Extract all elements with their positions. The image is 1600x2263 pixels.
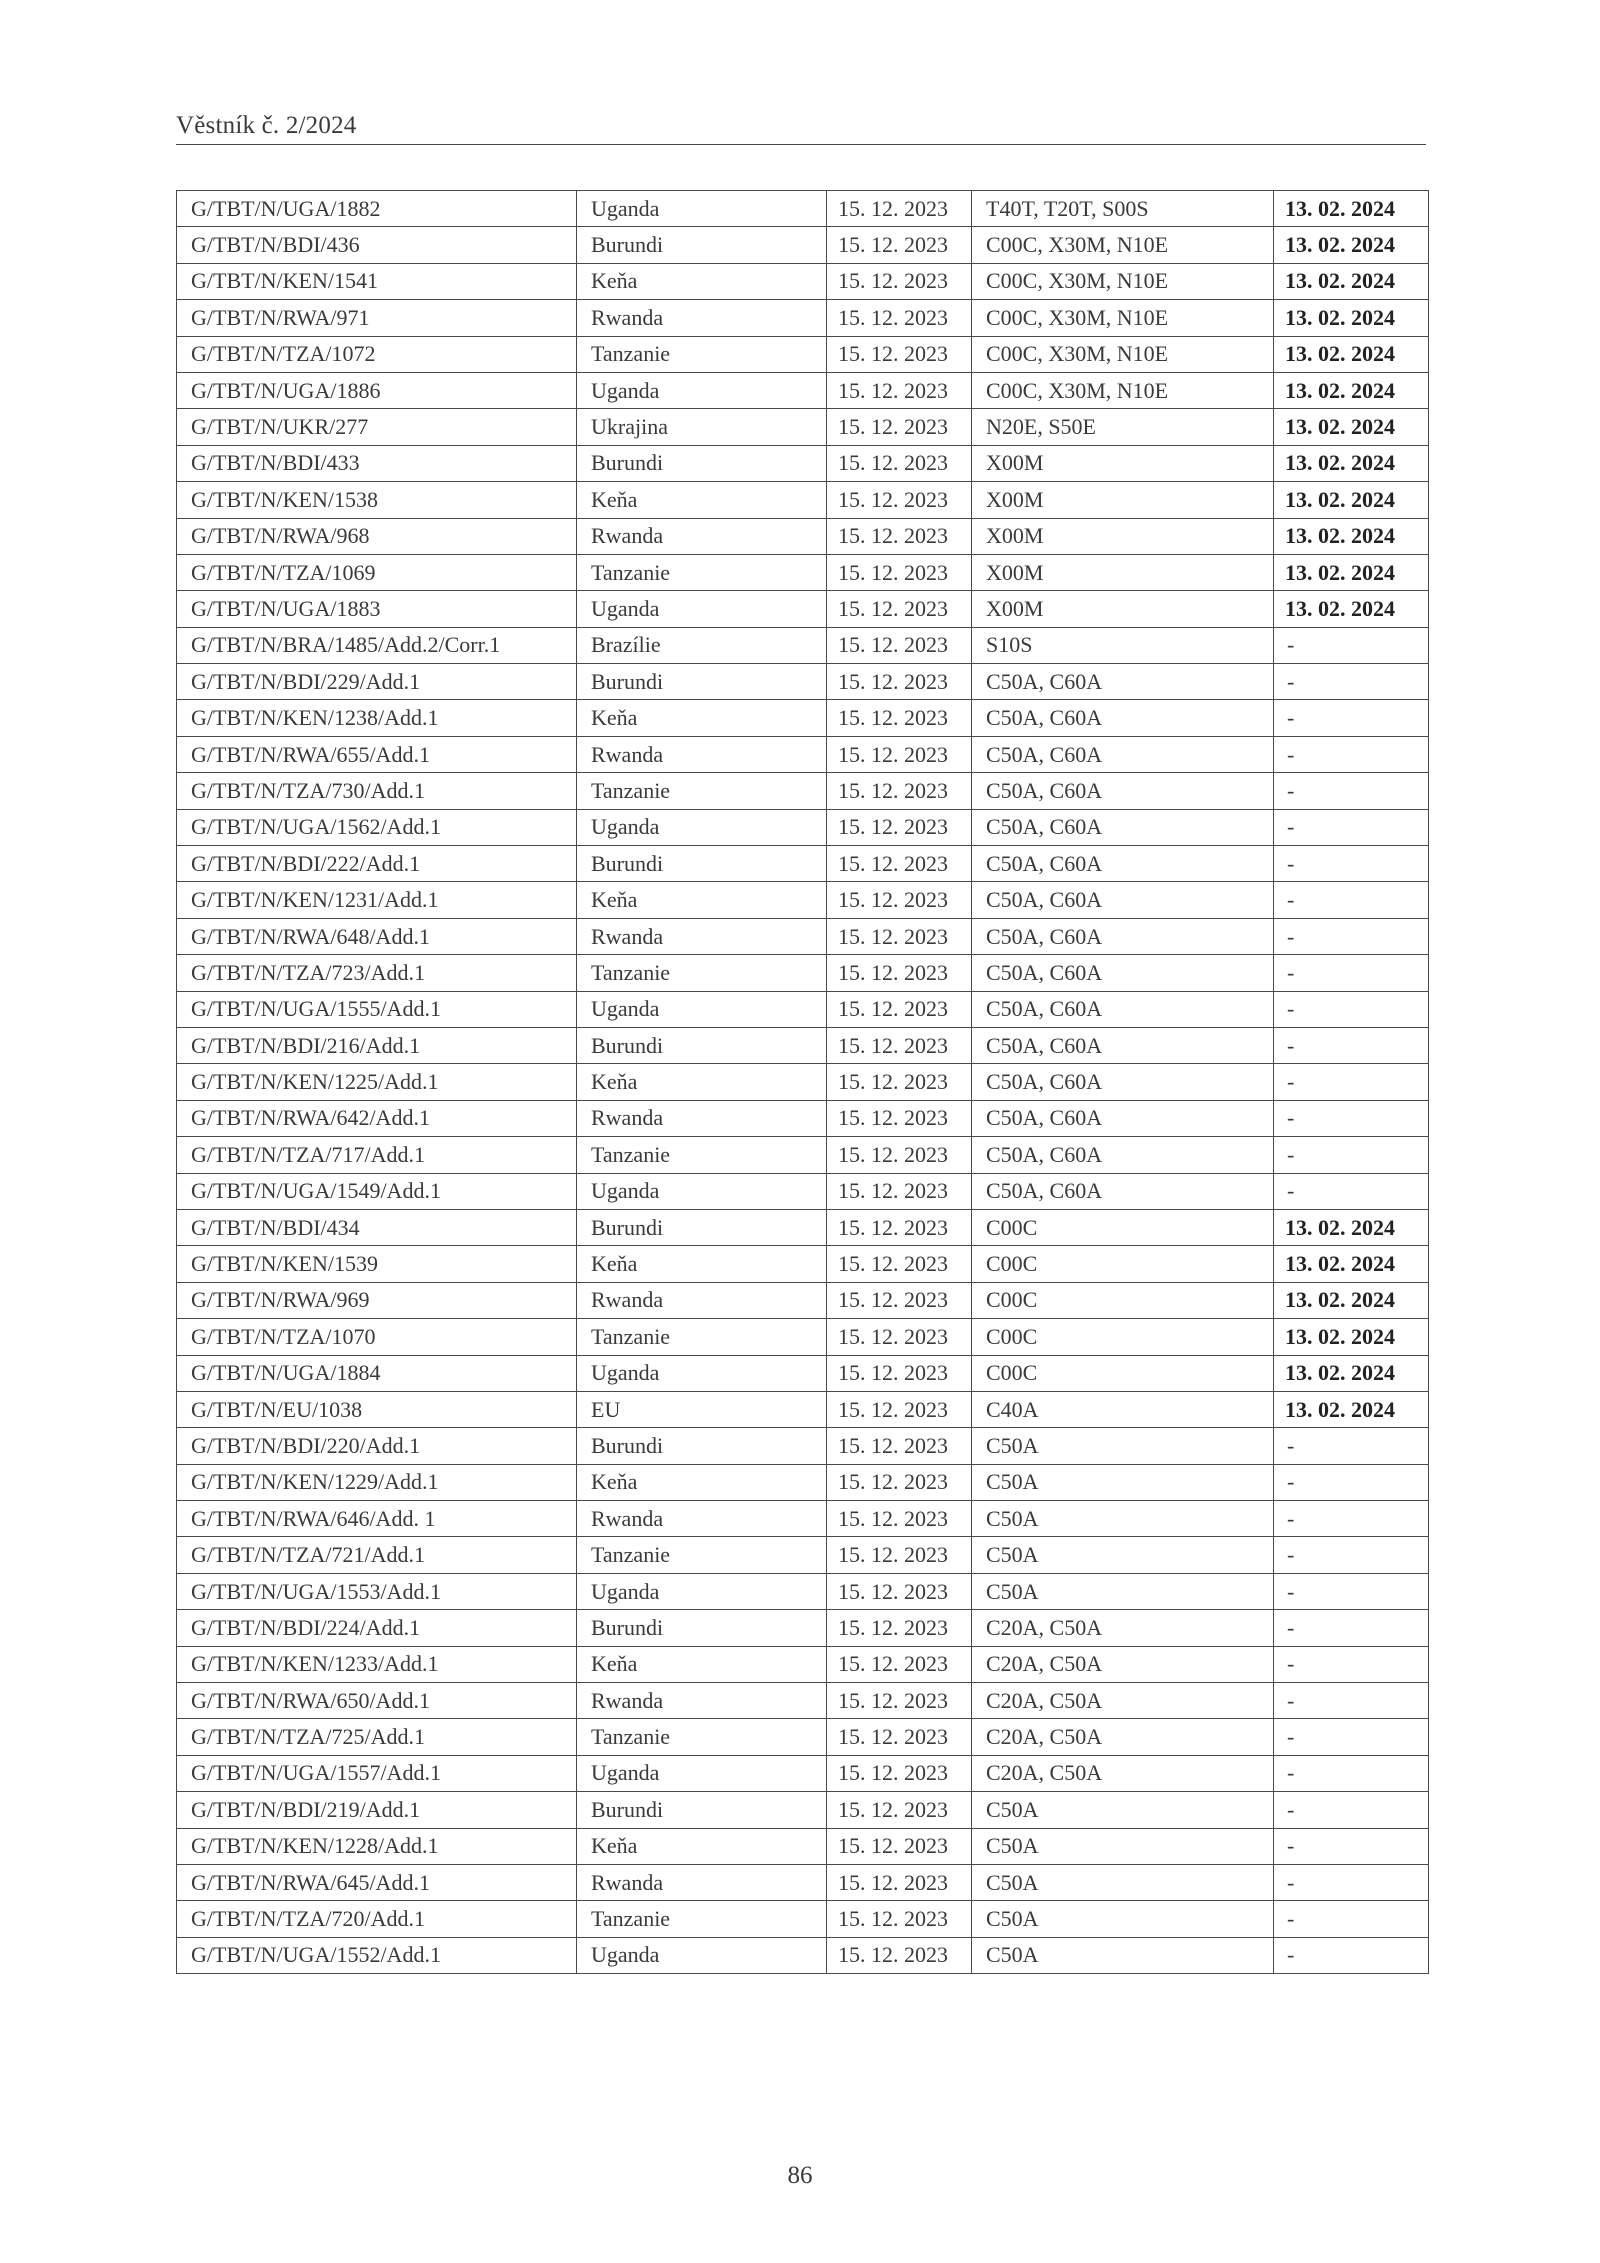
notification-id-cell: G/TBT/N/UKR/277 xyxy=(177,409,577,445)
member-cell: Uganda xyxy=(577,1937,827,1973)
deadline-cell: - xyxy=(1274,1646,1429,1682)
member-cell: Rwanda xyxy=(577,1864,827,1900)
ics-code-cell: C50A xyxy=(972,1573,1274,1609)
date-cell: 15. 12. 2023 xyxy=(827,809,972,845)
date-cell: 15. 12. 2023 xyxy=(827,1391,972,1427)
deadline-cell: 13. 02. 2024 xyxy=(1274,1355,1429,1391)
deadline-cell: 13. 02. 2024 xyxy=(1274,518,1429,554)
notification-id-cell: G/TBT/N/UGA/1557/Add.1 xyxy=(177,1755,577,1791)
date-cell: 15. 12. 2023 xyxy=(827,445,972,481)
table-row xyxy=(177,991,1429,1027)
table-row xyxy=(177,773,1429,809)
date-cell: 15. 12. 2023 xyxy=(827,1864,972,1900)
ics-code-cell: C50A, C60A xyxy=(972,1137,1274,1173)
date-cell: 15. 12. 2023 xyxy=(827,1464,972,1500)
notifications-table-body xyxy=(177,191,1429,1974)
ics-code-cell: S10S xyxy=(972,627,1274,663)
date-cell: 15. 12. 2023 xyxy=(827,227,972,263)
date-cell: 15. 12. 2023 xyxy=(827,627,972,663)
deadline-cell: - xyxy=(1274,1027,1429,1063)
table-row xyxy=(177,918,1429,954)
table-row xyxy=(177,336,1429,372)
table-row xyxy=(177,1209,1429,1245)
ics-code-cell: C00C, X30M, N10E xyxy=(972,336,1274,372)
member-cell: EU xyxy=(577,1391,827,1427)
date-cell: 15. 12. 2023 xyxy=(827,1319,972,1355)
table-row xyxy=(177,1319,1429,1355)
ics-code-cell: C50A, C60A xyxy=(972,1064,1274,1100)
notification-id-cell: G/TBT/N/BRA/1485/Add.2/Corr.1 xyxy=(177,627,577,663)
deadline-cell: - xyxy=(1274,773,1429,809)
member-cell: Burundi xyxy=(577,1610,827,1646)
ics-code-cell: C00C, X30M, N10E xyxy=(972,372,1274,408)
ics-code-cell: C50A xyxy=(972,1901,1274,1937)
table-row xyxy=(177,809,1429,845)
table-row xyxy=(177,1719,1429,1755)
notification-id-cell: G/TBT/N/BDI/220/Add.1 xyxy=(177,1428,577,1464)
table-row xyxy=(177,191,1429,227)
table-row xyxy=(177,1683,1429,1719)
deadline-cell: - xyxy=(1274,882,1429,918)
deadline-cell: - xyxy=(1274,1610,1429,1646)
notification-id-cell: G/TBT/N/BDI/229/Add.1 xyxy=(177,664,577,700)
table-row xyxy=(177,591,1429,627)
member-cell: Keňa xyxy=(577,882,827,918)
date-cell: 15. 12. 2023 xyxy=(827,1755,972,1791)
notification-id-cell: G/TBT/N/KEN/1539 xyxy=(177,1246,577,1282)
ics-code-cell: C50A, C60A xyxy=(972,1100,1274,1136)
date-cell: 15. 12. 2023 xyxy=(827,1137,972,1173)
deadline-cell: - xyxy=(1274,1792,1429,1828)
notification-id-cell: G/TBT/N/RWA/648/Add.1 xyxy=(177,918,577,954)
notification-id-cell: G/TBT/N/TZA/721/Add.1 xyxy=(177,1537,577,1573)
member-cell: Tanzanie xyxy=(577,773,827,809)
deadline-cell: - xyxy=(1274,664,1429,700)
member-cell: Uganda xyxy=(577,991,827,1027)
deadline-cell: - xyxy=(1274,846,1429,882)
notification-id-cell: G/TBT/N/RWA/971 xyxy=(177,300,577,336)
table-row xyxy=(177,554,1429,590)
deadline-cell: - xyxy=(1274,1464,1429,1500)
date-cell: 15. 12. 2023 xyxy=(827,918,972,954)
member-cell: Brazílie xyxy=(577,627,827,663)
deadline-cell: - xyxy=(1274,1864,1429,1900)
table-row xyxy=(177,1501,1429,1537)
ics-code-cell: X00M xyxy=(972,445,1274,481)
notification-id-cell: G/TBT/N/UGA/1882 xyxy=(177,191,577,227)
deadline-cell: 13. 02. 2024 xyxy=(1274,554,1429,590)
date-cell: 15. 12. 2023 xyxy=(827,846,972,882)
date-cell: 15. 12. 2023 xyxy=(827,1573,972,1609)
deadline-cell: 13. 02. 2024 xyxy=(1274,336,1429,372)
ics-code-cell: C50A, C60A xyxy=(972,955,1274,991)
notification-id-cell: G/TBT/N/UGA/1553/Add.1 xyxy=(177,1573,577,1609)
date-cell: 15. 12. 2023 xyxy=(827,263,972,299)
table-row xyxy=(177,518,1429,554)
deadline-cell: - xyxy=(1274,1064,1429,1100)
deadline-cell: 13. 02. 2024 xyxy=(1274,482,1429,518)
table-row xyxy=(177,1246,1429,1282)
deadline-cell: - xyxy=(1274,1755,1429,1791)
table-row xyxy=(177,1027,1429,1063)
date-cell: 15. 12. 2023 xyxy=(827,1537,972,1573)
ics-code-cell: C50A, C60A xyxy=(972,918,1274,954)
notification-id-cell: G/TBT/N/KEN/1541 xyxy=(177,263,577,299)
deadline-cell: - xyxy=(1274,1137,1429,1173)
date-cell: 15. 12. 2023 xyxy=(827,1209,972,1245)
date-cell: 15. 12. 2023 xyxy=(827,1719,972,1755)
table-row xyxy=(177,227,1429,263)
notification-id-cell: G/TBT/N/UGA/1883 xyxy=(177,591,577,627)
table-row xyxy=(177,409,1429,445)
deadline-cell: - xyxy=(1274,736,1429,772)
ics-code-cell: C50A xyxy=(972,1464,1274,1500)
deadline-cell: - xyxy=(1274,809,1429,845)
date-cell: 15. 12. 2023 xyxy=(827,1646,972,1682)
table-row xyxy=(177,1355,1429,1391)
member-cell: Uganda xyxy=(577,591,827,627)
date-cell: 15. 12. 2023 xyxy=(827,991,972,1027)
date-cell: 15. 12. 2023 xyxy=(827,1355,972,1391)
notification-id-cell: G/TBT/N/UGA/1549/Add.1 xyxy=(177,1173,577,1209)
ics-code-cell: C00C xyxy=(972,1246,1274,1282)
notification-id-cell: G/TBT/N/UGA/1884 xyxy=(177,1355,577,1391)
table-row xyxy=(177,1173,1429,1209)
notification-id-cell: G/TBT/N/BDI/434 xyxy=(177,1209,577,1245)
ics-code-cell: X00M xyxy=(972,482,1274,518)
table-row xyxy=(177,1428,1429,1464)
ics-code-cell: C50A, C60A xyxy=(972,736,1274,772)
notification-id-cell: G/TBT/N/KEN/1238/Add.1 xyxy=(177,700,577,736)
table-row xyxy=(177,955,1429,991)
member-cell: Keňa xyxy=(577,1464,827,1500)
member-cell: Tanzanie xyxy=(577,1137,827,1173)
date-cell: 15. 12. 2023 xyxy=(827,736,972,772)
notification-id-cell: G/TBT/N/UGA/1555/Add.1 xyxy=(177,991,577,1027)
ics-code-cell: C20A, C50A xyxy=(972,1683,1274,1719)
member-cell: Rwanda xyxy=(577,518,827,554)
ics-code-cell: C00C, X30M, N10E xyxy=(972,227,1274,263)
date-cell: 15. 12. 2023 xyxy=(827,1792,972,1828)
ics-code-cell: C50A, C60A xyxy=(972,1173,1274,1209)
member-cell: Rwanda xyxy=(577,1501,827,1537)
deadline-cell: 13. 02. 2024 xyxy=(1274,263,1429,299)
date-cell: 15. 12. 2023 xyxy=(827,773,972,809)
table-row xyxy=(177,1573,1429,1609)
notification-id-cell: G/TBT/N/UGA/1886 xyxy=(177,372,577,408)
table-row xyxy=(177,1755,1429,1791)
notification-id-cell: G/TBT/N/TZA/720/Add.1 xyxy=(177,1901,577,1937)
deadline-cell: - xyxy=(1274,1719,1429,1755)
table-row xyxy=(177,736,1429,772)
deadline-cell: 13. 02. 2024 xyxy=(1274,191,1429,227)
notification-id-cell: G/TBT/N/KEN/1225/Add.1 xyxy=(177,1064,577,1100)
date-cell: 15. 12. 2023 xyxy=(827,336,972,372)
member-cell: Uganda xyxy=(577,1573,827,1609)
deadline-cell: 13. 02. 2024 xyxy=(1274,1209,1429,1245)
member-cell: Rwanda xyxy=(577,300,827,336)
deadline-cell: 13. 02. 2024 xyxy=(1274,1391,1429,1427)
date-cell: 15. 12. 2023 xyxy=(827,1828,972,1864)
notification-id-cell: G/TBT/N/BDI/216/Add.1 xyxy=(177,1027,577,1063)
ics-code-cell: C50A xyxy=(972,1501,1274,1537)
deadline-cell: - xyxy=(1274,700,1429,736)
notifications-table xyxy=(176,190,1429,1974)
notification-id-cell: G/TBT/N/BDI/222/Add.1 xyxy=(177,846,577,882)
date-cell: 15. 12. 2023 xyxy=(827,300,972,336)
date-cell: 15. 12. 2023 xyxy=(827,1937,972,1973)
deadline-cell: - xyxy=(1274,1501,1429,1537)
ics-code-cell: C50A, C60A xyxy=(972,773,1274,809)
ics-code-cell: C00C xyxy=(972,1355,1274,1391)
date-cell: 15. 12. 2023 xyxy=(827,482,972,518)
notification-id-cell: G/TBT/N/RWA/645/Add.1 xyxy=(177,1864,577,1900)
member-cell: Keňa xyxy=(577,1246,827,1282)
date-cell: 15. 12. 2023 xyxy=(827,1610,972,1646)
member-cell: Tanzanie xyxy=(577,1901,827,1937)
ics-code-cell: X00M xyxy=(972,518,1274,554)
table-row xyxy=(177,1610,1429,1646)
notification-id-cell: G/TBT/N/RWA/642/Add.1 xyxy=(177,1100,577,1136)
table-row xyxy=(177,1864,1429,1900)
table-row xyxy=(177,1100,1429,1136)
ics-code-cell: C00C, X30M, N10E xyxy=(972,263,1274,299)
deadline-cell: 13. 02. 2024 xyxy=(1274,1246,1429,1282)
deadline-cell: - xyxy=(1274,1173,1429,1209)
deadline-cell: 13. 02. 2024 xyxy=(1274,591,1429,627)
table-row xyxy=(177,1064,1429,1100)
table-row xyxy=(177,1828,1429,1864)
deadline-cell: 13. 02. 2024 xyxy=(1274,445,1429,481)
notification-id-cell: G/TBT/N/RWA/969 xyxy=(177,1282,577,1318)
ics-code-cell: C40A xyxy=(972,1391,1274,1427)
ics-code-cell: C50A, C60A xyxy=(972,664,1274,700)
deadline-cell: - xyxy=(1274,1573,1429,1609)
member-cell: Rwanda xyxy=(577,918,827,954)
notification-id-cell: G/TBT/N/TZA/723/Add.1 xyxy=(177,955,577,991)
deadline-cell: 13. 02. 2024 xyxy=(1274,409,1429,445)
ics-code-cell: C00C xyxy=(972,1319,1274,1355)
deadline-cell: - xyxy=(1274,1683,1429,1719)
ics-code-cell: C20A, C50A xyxy=(972,1610,1274,1646)
notification-id-cell: G/TBT/N/BDI/436 xyxy=(177,227,577,263)
deadline-cell: 13. 02. 2024 xyxy=(1274,372,1429,408)
notification-id-cell: G/TBT/N/TZA/1070 xyxy=(177,1319,577,1355)
date-cell: 15. 12. 2023 xyxy=(827,1246,972,1282)
deadline-cell: - xyxy=(1274,1937,1429,1973)
member-cell: Tanzanie xyxy=(577,336,827,372)
deadline-cell: - xyxy=(1274,1901,1429,1937)
table-row xyxy=(177,1137,1429,1173)
page-number: 86 xyxy=(787,2162,813,2189)
notification-id-cell: G/TBT/N/KEN/1538 xyxy=(177,482,577,518)
ics-code-cell: C00C xyxy=(972,1282,1274,1318)
member-cell: Rwanda xyxy=(577,1683,827,1719)
member-cell: Rwanda xyxy=(577,736,827,772)
date-cell: 15. 12. 2023 xyxy=(827,1027,972,1063)
notification-id-cell: G/TBT/N/BDI/433 xyxy=(177,445,577,481)
member-cell: Rwanda xyxy=(577,1100,827,1136)
table-row xyxy=(177,372,1429,408)
member-cell: Burundi xyxy=(577,445,827,481)
member-cell: Burundi xyxy=(577,1209,827,1245)
notification-id-cell: G/TBT/N/KEN/1228/Add.1 xyxy=(177,1828,577,1864)
table-row xyxy=(177,1464,1429,1500)
notification-id-cell: G/TBT/N/RWA/646/Add. 1 xyxy=(177,1501,577,1537)
member-cell: Keňa xyxy=(577,1828,827,1864)
ics-code-cell: C50A xyxy=(972,1937,1274,1973)
member-cell: Burundi xyxy=(577,664,827,700)
member-cell: Keňa xyxy=(577,700,827,736)
ics-code-cell: N20E, S50E xyxy=(972,409,1274,445)
deadline-cell: - xyxy=(1274,918,1429,954)
notification-id-cell: G/TBT/N/TZA/717/Add.1 xyxy=(177,1137,577,1173)
notification-id-cell: G/TBT/N/TZA/730/Add.1 xyxy=(177,773,577,809)
deadline-cell: 13. 02. 2024 xyxy=(1274,300,1429,336)
ics-code-cell: C50A, C60A xyxy=(972,700,1274,736)
date-cell: 15. 12. 2023 xyxy=(827,554,972,590)
date-cell: 15. 12. 2023 xyxy=(827,372,972,408)
date-cell: 15. 12. 2023 xyxy=(827,664,972,700)
deadline-cell: 13. 02. 2024 xyxy=(1274,227,1429,263)
member-cell: Burundi xyxy=(577,1792,827,1828)
table-row xyxy=(177,882,1429,918)
member-cell: Tanzanie xyxy=(577,554,827,590)
ics-code-cell: C50A xyxy=(972,1828,1274,1864)
deadline-cell: 13. 02. 2024 xyxy=(1274,1319,1429,1355)
member-cell: Rwanda xyxy=(577,1282,827,1318)
date-cell: 15. 12. 2023 xyxy=(827,518,972,554)
ics-code-cell: T40T, T20T, S00S xyxy=(972,191,1274,227)
date-cell: 15. 12. 2023 xyxy=(827,191,972,227)
notification-id-cell: G/TBT/N/RWA/655/Add.1 xyxy=(177,736,577,772)
ics-code-cell: C50A, C60A xyxy=(972,809,1274,845)
page-header-title: Věstník č. 2/2024 xyxy=(176,112,357,139)
ics-code-cell: C20A, C50A xyxy=(972,1646,1274,1682)
table-row xyxy=(177,1646,1429,1682)
ics-code-cell: C00C, X30M, N10E xyxy=(972,300,1274,336)
member-cell: Keňa xyxy=(577,1646,827,1682)
ics-code-cell: C00C xyxy=(972,1209,1274,1245)
table-row xyxy=(177,1537,1429,1573)
ics-code-cell: X00M xyxy=(972,591,1274,627)
notification-id-cell: G/TBT/N/BDI/219/Add.1 xyxy=(177,1792,577,1828)
ics-code-cell: C20A, C50A xyxy=(972,1755,1274,1791)
date-cell: 15. 12. 2023 xyxy=(827,409,972,445)
deadline-cell: - xyxy=(1274,1428,1429,1464)
notification-id-cell: G/TBT/N/TZA/725/Add.1 xyxy=(177,1719,577,1755)
member-cell: Keňa xyxy=(577,482,827,518)
notification-id-cell: G/TBT/N/EU/1038 xyxy=(177,1391,577,1427)
table-row xyxy=(177,1901,1429,1937)
ics-code-cell: C50A xyxy=(972,1792,1274,1828)
notification-id-cell: G/TBT/N/TZA/1072 xyxy=(177,336,577,372)
ics-code-cell: C50A, C60A xyxy=(972,882,1274,918)
ics-code-cell: C50A, C60A xyxy=(972,1027,1274,1063)
member-cell: Burundi xyxy=(577,1428,827,1464)
member-cell: Tanzanie xyxy=(577,955,827,991)
member-cell: Tanzanie xyxy=(577,1537,827,1573)
ics-code-cell: C50A, C60A xyxy=(972,846,1274,882)
date-cell: 15. 12. 2023 xyxy=(827,1428,972,1464)
notification-id-cell: G/TBT/N/RWA/968 xyxy=(177,518,577,554)
member-cell: Uganda xyxy=(577,191,827,227)
date-cell: 15. 12. 2023 xyxy=(827,1100,972,1136)
table-row xyxy=(177,263,1429,299)
member-cell: Ukrajina xyxy=(577,409,827,445)
table-row xyxy=(177,445,1429,481)
member-cell: Uganda xyxy=(577,809,827,845)
date-cell: 15. 12. 2023 xyxy=(827,1901,972,1937)
notification-id-cell: G/TBT/N/UGA/1552/Add.1 xyxy=(177,1937,577,1973)
deadline-cell: 13. 02. 2024 xyxy=(1274,1282,1429,1318)
table-row xyxy=(177,627,1429,663)
table-row xyxy=(177,300,1429,336)
member-cell: Keňa xyxy=(577,1064,827,1100)
header-rule xyxy=(176,144,1426,145)
table-row xyxy=(177,664,1429,700)
deadline-cell: - xyxy=(1274,955,1429,991)
deadline-cell: - xyxy=(1274,991,1429,1027)
member-cell: Burundi xyxy=(577,1027,827,1063)
member-cell: Uganda xyxy=(577,1173,827,1209)
member-cell: Uganda xyxy=(577,1755,827,1791)
notification-id-cell: G/TBT/N/UGA/1562/Add.1 xyxy=(177,809,577,845)
date-cell: 15. 12. 2023 xyxy=(827,1173,972,1209)
ics-code-cell: C50A xyxy=(972,1537,1274,1573)
table-row xyxy=(177,1282,1429,1318)
member-cell: Burundi xyxy=(577,227,827,263)
notification-id-cell: G/TBT/N/KEN/1231/Add.1 xyxy=(177,882,577,918)
ics-code-cell: C20A, C50A xyxy=(972,1719,1274,1755)
notification-id-cell: G/TBT/N/BDI/224/Add.1 xyxy=(177,1610,577,1646)
table-row xyxy=(177,1937,1429,1973)
date-cell: 15. 12. 2023 xyxy=(827,955,972,991)
member-cell: Tanzanie xyxy=(577,1319,827,1355)
notification-id-cell: G/TBT/N/RWA/650/Add.1 xyxy=(177,1683,577,1719)
date-cell: 15. 12. 2023 xyxy=(827,882,972,918)
date-cell: 15. 12. 2023 xyxy=(827,1501,972,1537)
member-cell: Keňa xyxy=(577,263,827,299)
date-cell: 15. 12. 2023 xyxy=(827,1683,972,1719)
deadline-cell: - xyxy=(1274,1537,1429,1573)
ics-code-cell: C50A xyxy=(972,1864,1274,1900)
table-row xyxy=(177,1792,1429,1828)
date-cell: 15. 12. 2023 xyxy=(827,1282,972,1318)
date-cell: 15. 12. 2023 xyxy=(827,1064,972,1100)
table-row xyxy=(177,482,1429,518)
deadline-cell: - xyxy=(1274,1100,1429,1136)
member-cell: Burundi xyxy=(577,846,827,882)
deadline-cell: - xyxy=(1274,627,1429,663)
ics-code-cell: C50A, C60A xyxy=(972,991,1274,1027)
table-row xyxy=(177,700,1429,736)
ics-code-cell: X00M xyxy=(972,554,1274,590)
date-cell: 15. 12. 2023 xyxy=(827,591,972,627)
member-cell: Uganda xyxy=(577,1355,827,1391)
date-cell: 15. 12. 2023 xyxy=(827,700,972,736)
table-row xyxy=(177,1391,1429,1427)
member-cell: Uganda xyxy=(577,372,827,408)
deadline-cell: - xyxy=(1274,1828,1429,1864)
ics-code-cell: C50A xyxy=(972,1428,1274,1464)
member-cell: Tanzanie xyxy=(577,1719,827,1755)
notification-id-cell: G/TBT/N/TZA/1069 xyxy=(177,554,577,590)
table-row xyxy=(177,846,1429,882)
notification-id-cell: G/TBT/N/KEN/1233/Add.1 xyxy=(177,1646,577,1682)
notification-id-cell: G/TBT/N/KEN/1229/Add.1 xyxy=(177,1464,577,1500)
